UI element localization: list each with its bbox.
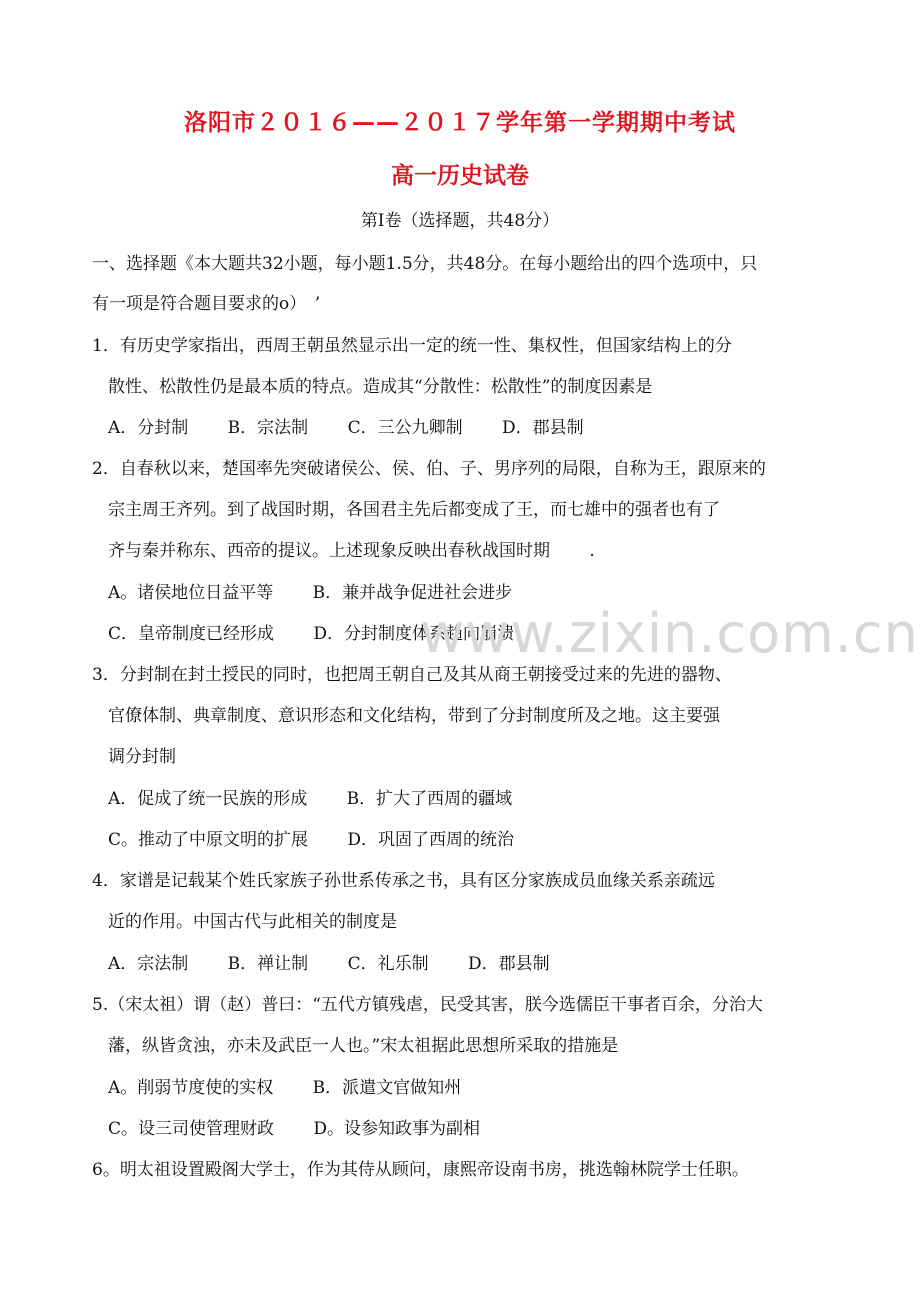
question-text: 官僚体制、典章制度、意识形态和文化结构，带到了分封制度所及之地。这主要强: [108, 706, 720, 726]
question-text: 6。明太祖设置殿阁大学士，作为其侍从顾问，康熙帝设南书房，挑选翰林院学士任职。: [92, 1160, 749, 1180]
question-text: 散性、松散性仍是最本质的特点。造成其“分散性：松散性”的制度因素是: [108, 377, 653, 397]
exam-subtitle: 高一历史试卷: [391, 163, 529, 189]
question-options: C．皇帝制度已经形成 D．分封制度体系趋向崩溃: [108, 624, 515, 644]
question-options: A．宗法制 B．禅让制 C．礼乐制 D．郡县制: [108, 954, 550, 974]
question-options: A。诸侯地位日益平等 B．兼并战争促进社会进步: [108, 583, 513, 603]
question-text: 3．分封制在封土授民的同时，也把周王朝自己及其从商王朝接受过来的先进的器物、: [92, 665, 732, 685]
question-text: 调分封制: [108, 747, 176, 767]
question-text: 1．有历史学家指出，西周王朝虽然显示出一定的统一性、集权性，但国家结构上的分: [92, 336, 732, 356]
question-options: A。削弱节度使的实权 B．派遣文官做知州: [108, 1078, 462, 1098]
question-options: A．促成了统一民族的形成 B．扩大了西周的疆域: [108, 789, 513, 809]
question-options: A．分封制 B．宗法制 C．三公九卿制 D．郡县制: [108, 418, 584, 438]
question-options: C。推动了中原文明的扩展 D．巩固了西周的统治: [108, 830, 515, 850]
question-text: 4．家谱是记载某个姓氏家族子孙世系传承之书，具有区分家族成员血缘关系亲疏远: [92, 871, 715, 891]
question-text: 2．自春秋以来，楚国率先突破诸侯公、侯、伯、子、男序列的局限，自称为王，跟原来的: [92, 459, 766, 479]
question-text: 齐与秦并称东、西帝的提议。上述现象反映出春秋战国时期 .: [108, 541, 595, 561]
section-heading: 第Ⅰ卷（选择题，共48分）: [360, 211, 560, 231]
watermark: www.zixin.com.cn: [420, 602, 919, 665]
instruction-line: 有一项是符合题目要求的o） ’: [92, 294, 321, 314]
question-options: C。设三司使管理财政 D。设参知政事为副相: [108, 1119, 481, 1139]
instruction-line: 一、选择题《本大题共32小题，每小题1.5分，共48分。在每小题给出的四个选项中，只: [92, 254, 758, 274]
question-text: 近的作用。中国古代与此相关的制度是: [108, 912, 397, 932]
question-text: 宗主周王齐列。到了战国时期，各国君主先后都变成了王，而七雄中的强者也有了: [108, 500, 720, 520]
question-text: 藩，纵皆贪浊，亦未及武臣一人也。”宋太祖据此思想所采取的措施是: [108, 1036, 619, 1056]
question-text: 5.（宋太祖）谓（赵）普曰：“五代方镇残虐，民受其害，朕今选儒臣干事者百余，分治大: [92, 995, 763, 1015]
exam-title: 洛阳市２０１６——２０１７学年第一学期期中考试: [184, 110, 736, 136]
